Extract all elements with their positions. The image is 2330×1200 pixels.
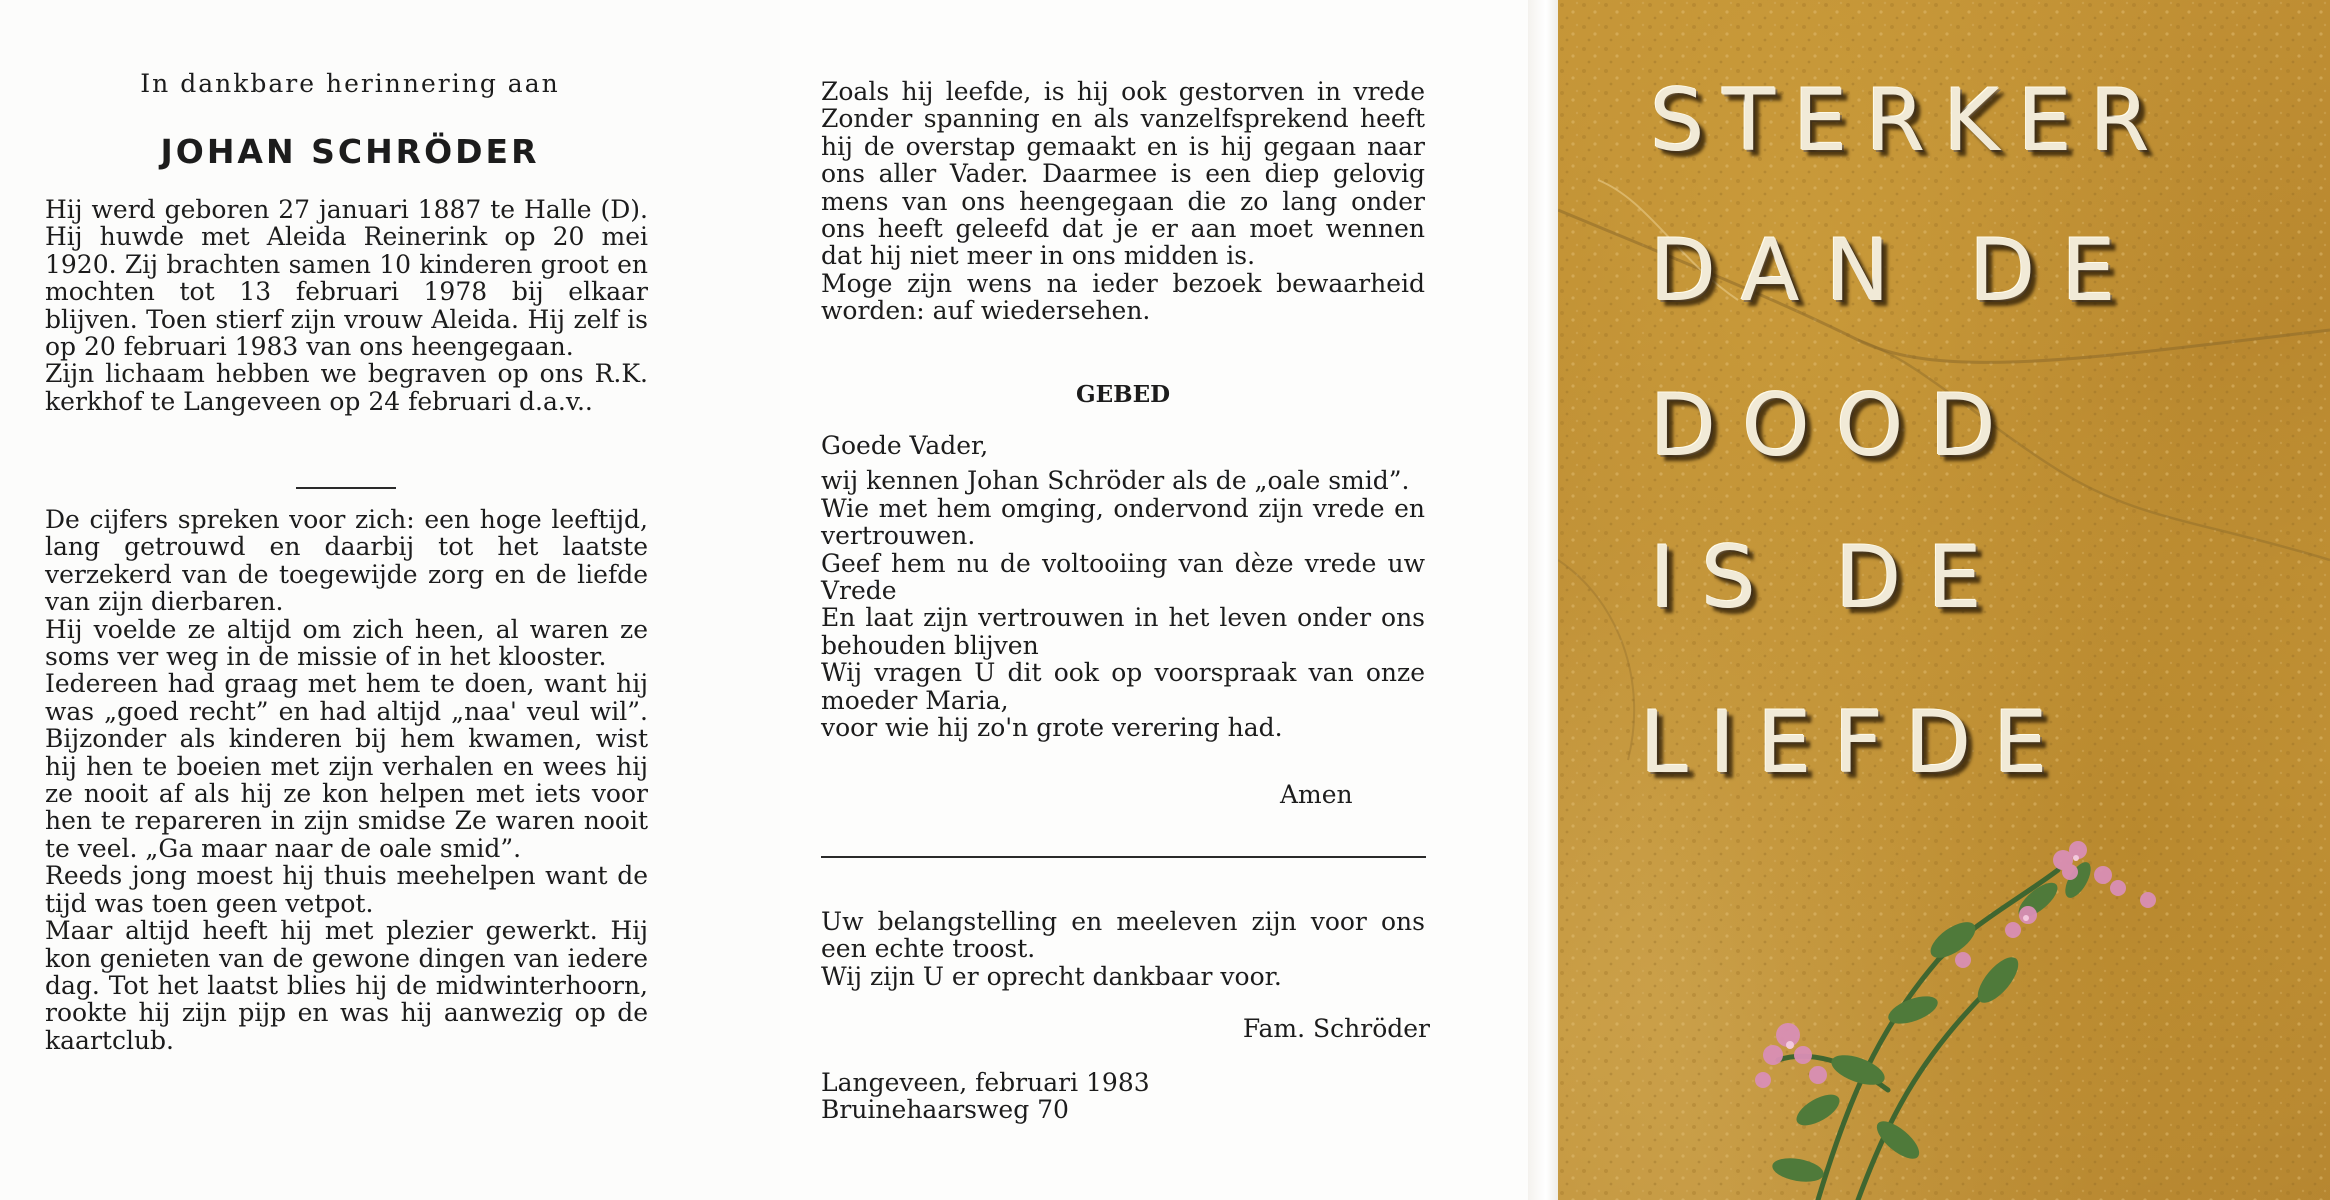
deceased-name: JOHAN SCHRÖDER xyxy=(160,132,540,171)
flower-plant-icon xyxy=(1558,0,2330,1200)
death-block xyxy=(821,78,1425,325)
prayer-title: GEBED xyxy=(1075,381,1171,408)
story-paragraph: Reeds jong moest hij thuis meehelpen want de tijd was toen geen vetpot. xyxy=(45,861,648,918)
thanks-line: Wij zijn U er oprecht dankbaar voor. xyxy=(821,961,1282,991)
story-paragraph: De cijfers spreken voor zich: een hoge leeftijd, lang getrouwd en daarbij tot het laatste verzekerd van de toegewijde zorg en de liefde van zijn dierbaren. xyxy=(45,505,648,617)
wish-paragraph: Moge zijn wens na ieder bezoek bewaarheid worden: auf wiedersehen. xyxy=(821,268,1425,326)
thanks-block xyxy=(821,908,1425,990)
section-divider xyxy=(296,487,396,489)
stone-text-line-3: DOOD xyxy=(1650,376,2022,476)
stone-text-line-1: STERKER xyxy=(1650,71,2168,171)
prayer-line: wij kennen Johan Schröder als de „oale smid”. xyxy=(821,466,1410,496)
story-paragraph: Maar altijd heeft hij met plezier gewerkt. Hij kon genieten van de gewone dingen van iedere dag. Tot het laatst blies hij de midwinterhoorn, rookte hij zijn pijp en was hij aanwezig op de kaartclub. xyxy=(45,916,648,1055)
prayer-line: Goede Vader, xyxy=(821,431,989,460)
thanks-line: Uw belangstelling en meeleven zijn voor ons een echte troost. xyxy=(821,907,1425,964)
prayer-line: Geef hem nu de voltooiing van dèze vrede uw Vrede xyxy=(821,548,1425,606)
biography-paragraph: Hij werd geboren 27 januari 1887 te Halle (D). Hij huwde met Aleida Reinerink op 20 mei 1920. Zij brachten samen 10 kinderen groot en mochten tot 13 februari 1978 bij elkaar blijven. Toen stierf zijn vrouw Aleida. Hij zelf is op 20 februari 1983 van ons heengegaan. xyxy=(45,195,648,362)
place-date: Langeveen, februari 1983 xyxy=(821,1068,1150,1097)
family-signature: Fam. Schröder xyxy=(1242,1014,1430,1043)
stone-text-line-4: IS DE xyxy=(1650,528,2008,628)
biography-block xyxy=(45,196,648,415)
left-panel xyxy=(0,0,780,1200)
section-divider xyxy=(821,856,1426,858)
prayer-block xyxy=(821,432,1425,741)
story-paragraph: Hij voelde ze altijd om zich heen, al waren ze soms ver weg in de missie of in het klooster. xyxy=(45,614,648,672)
amen-text: Amen xyxy=(1280,780,1353,809)
story-block xyxy=(45,506,648,1054)
card-fold xyxy=(1528,0,1558,1200)
death-paragraph: Zoals hij leefde, is hij ook gestorven in vrede Zonder spanning en als vanzelfsprekend heeft hij de overstap gemaakt en is hij gegaan naar ons aller Vader. Daarmee is een diep gelovig mens van ons heengegaan die zo lang onder ons heeft geleefd dat je er aan moet wennen dat hij niet meer in ons midden is. xyxy=(821,77,1425,271)
prayer-line: Wie met hem omging, ondervond zijn vrede en vertrouwen. xyxy=(821,493,1425,551)
story-paragraph: Iedereen had graag met hem te doen, want hij was „goed recht” en had altijd „naa' veul wil”. Bijzonder als kinderen bij hem kwamen, wist hij hen te boeien met zijn verhalen en wees hij ze nooit af als hij ze kon helpen met iets voor hen te repareren in zijn smidse Ze waren nooit te veel. „Ga maar naar de oale smid”. xyxy=(45,669,648,863)
address: Bruinehaarsweg 70 xyxy=(821,1095,1069,1124)
prayer-line: Wij vragen U dit ook op voorspraak van onze moeder Maria, xyxy=(821,658,1425,715)
intro-line: In dankbare herinnering aan xyxy=(140,69,560,98)
middle-panel xyxy=(780,0,1530,1200)
burial-paragraph: Zijn lichaam hebben we begraven op ons R.K. kerkhof te Langeveen op 24 februari d.a.v.. xyxy=(45,359,648,416)
prayer-line: voor wie hij zo'n grote verering had. xyxy=(821,713,1283,743)
stone-photo xyxy=(1558,0,2330,1200)
prayer-line: En laat zijn vertrouwen in het leven onder ons behouden blijven xyxy=(821,603,1425,660)
stone-text-line-2: DAN DE xyxy=(1650,221,2142,321)
stone-text-line-5: LIEFDE xyxy=(1640,693,2070,793)
